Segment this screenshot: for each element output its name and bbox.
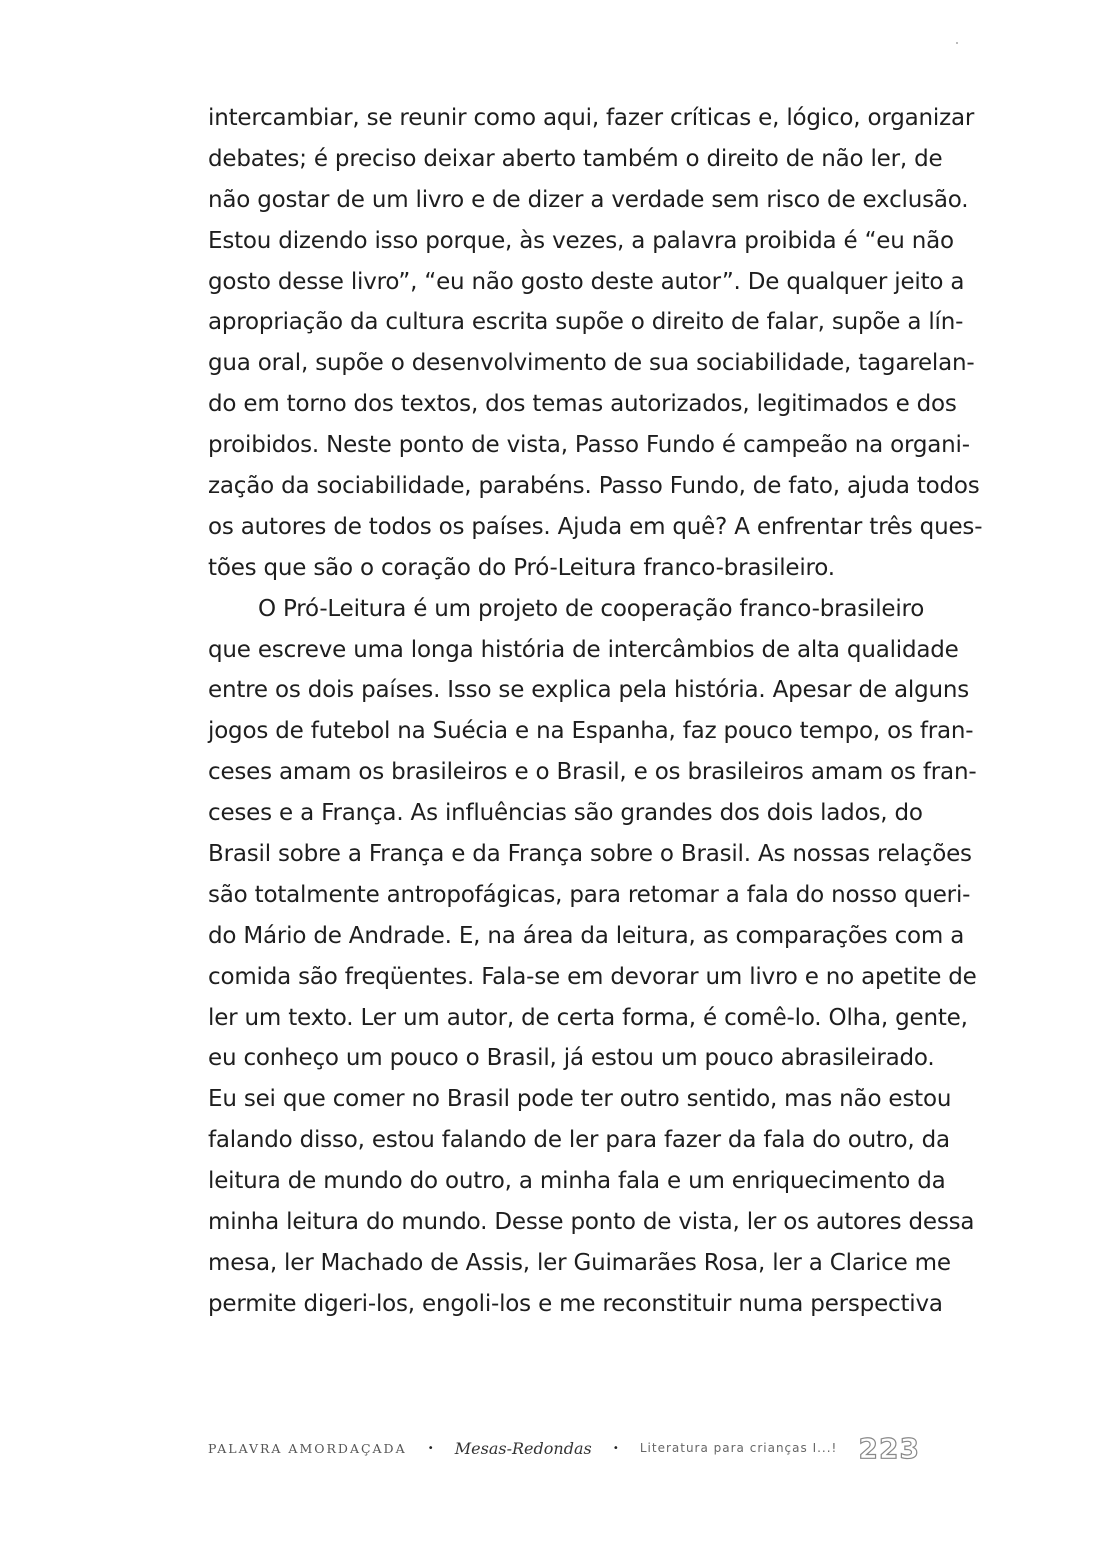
body-line: intercambiar, se reunir como aqui, fazer críticas e, lógico, organizar xyxy=(208,105,975,131)
body-line: entre os dois países. Isso se explica pela história. Apesar de alguns xyxy=(208,677,970,704)
body-line: do em torno dos textos, dos temas autorizados, legitimados e dos xyxy=(208,391,957,418)
body-line: Estou dizendo isso porque, às vezes, a palavra proibida é “eu não xyxy=(208,227,954,254)
footer-bullet: • xyxy=(427,1442,434,1454)
body-line: Brasil sobre a França e da França sobre o Brasil. As nossas relações xyxy=(208,841,972,868)
body-line: gua oral, supõe o desenvolvimento de sua sociabilidade, tagarelan- xyxy=(208,350,975,377)
body-line: Eu sei que comer no Brasil pode ter outro sentido, mas não estou xyxy=(208,1086,952,1113)
body-line: permite digeri-los, engoli-los e me reconstituir numa perspectiva xyxy=(208,1290,943,1317)
footer-bullet: • xyxy=(612,1442,619,1454)
body-line: eu conheço um pouco o Brasil, já estou um pouco abrasileirado. xyxy=(208,1045,935,1072)
body-line: jogos de futebol na Suécia e na Espanha, faz pouco tempo, os fran- xyxy=(208,718,974,745)
body-line: zação da sociabilidade, parabéns. Passo Fundo, de fato, ajuda todos xyxy=(208,473,980,500)
body-line: não gostar de um livro e de dizer a verdade sem risco de exclusão. xyxy=(208,186,969,213)
body-line: comida são freqüentes. Fala-se em devorar um livro e no apetite de xyxy=(208,963,977,990)
footer-subsection-title: Literatura para crianças I...! xyxy=(639,1441,838,1455)
paragraph-start-line: O Pró-Leitura é um projeto de cooperação franco-brasileiro xyxy=(258,595,925,622)
body-line: ler um texto. Ler um autor, de certa forma, é comê-lo. Olha, gente, xyxy=(208,1004,968,1031)
body-line: ceses amam os brasileiros e o Brasil, e os brasileiros amam os fran- xyxy=(208,759,977,786)
body-line: os autores de todos os países. Ajuda em quê? A enfrentar três ques- xyxy=(208,513,983,540)
body-text xyxy=(208,98,983,1325)
body-line: falando disso, estou falando de ler para fazer da fala do outro, da xyxy=(208,1127,950,1154)
body-line: leitura de mundo do outro, a minha fala e um enriquecimento da xyxy=(208,1168,946,1195)
body-line: mesa, ler Machado de Assis, ler Guimarães Rosa, ler a Clarice me xyxy=(208,1249,951,1276)
body-line: proibidos. Neste ponto de vista, Passo Fundo é campeão na organi- xyxy=(208,432,970,459)
body-line: gosto desse livro”, “eu não gosto deste autor”. De qualquer jeito a xyxy=(208,268,965,295)
footer-section-title: Mesas-Redondas xyxy=(454,1438,592,1458)
page-number: 223 xyxy=(858,1431,920,1465)
body-line: apropriação da cultura escrita supõe o direito de falar, supõe a lín- xyxy=(208,309,964,336)
body-line: ceses e a França. As influências são grandes dos dois lados, do xyxy=(208,800,923,827)
paragraph-end-line: tões que são o coração do Pró-Leitura franco-brasileiro. xyxy=(208,554,835,581)
body-line: minha leitura do mundo. Desse ponto de vista, ler os autores dessa xyxy=(208,1209,975,1236)
body-line: que escreve uma longa história de intercâmbios de alta qualidade xyxy=(208,636,959,663)
body-line: são totalmente antropofágicas, para retomar a fala do nosso queri- xyxy=(208,881,971,908)
running-footer xyxy=(208,1430,920,1466)
scan-speck xyxy=(956,42,958,44)
footer-book-title: PALAVRA AMORDAÇADA xyxy=(208,1440,407,1456)
body-line: debates; é preciso deixar aberto também o direito de não ler, de xyxy=(208,145,943,172)
body-line: do Mário de Andrade. E, na área da leitura, as comparações com a xyxy=(208,922,965,949)
